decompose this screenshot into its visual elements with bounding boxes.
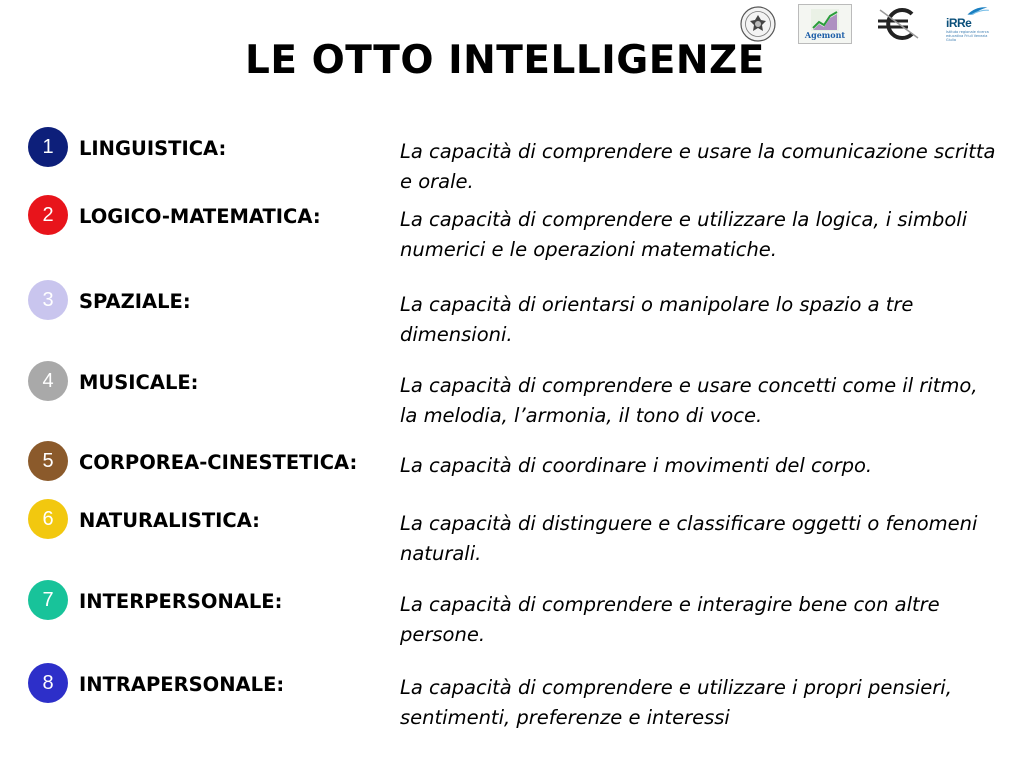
- intelligence-item: [28, 280, 1008, 344]
- intelligence-item: [28, 361, 1008, 425]
- number-badge: 2: [28, 195, 68, 235]
- number-badge: 1: [28, 127, 68, 167]
- intelligence-item: [28, 663, 1008, 727]
- number-badge: 4: [28, 361, 68, 401]
- agemont-logo-text: Agemont: [804, 30, 846, 40]
- irre-logo-caption: Istituto regionale ricerca educativa Friuli Venezia Giulia: [946, 30, 989, 42]
- intelligence-item: [28, 441, 1008, 505]
- slide-title: LE OTTO INTELLIGENZE: [245, 38, 765, 83]
- irre-logo: [946, 6, 998, 42]
- intelligence-name: SPAZIALE:: [79, 290, 191, 313]
- intelligence-description: La capacità di comprendere e usare concetti come il ritmo, la melodia, l’armonia, il tono di voce.: [400, 374, 978, 427]
- number-badge: 6: [28, 499, 68, 539]
- intelligence-description: La capacità di comprendere e usare la comunicazione scritta e orale.: [400, 140, 996, 193]
- intelligence-description: La capacità di distinguere e classificare oggetti o fenomeni naturali.: [400, 512, 978, 565]
- euro-symbol-logo: [874, 6, 924, 42]
- intelligence-description: La capacità di comprendere e utilizzare i propri pensieri, sentimenti, preferenze e interessi: [400, 676, 952, 729]
- intelligence-description: La capacità di comprendere e utilizzare la logica, i simboli numerici e le operazioni matematiche.: [400, 208, 968, 261]
- intelligence-description: La capacità di comprendere e interagire bene con altre persone.: [400, 593, 940, 646]
- intelligence-name: NATURALISTICA:: [79, 509, 260, 532]
- intelligence-name: CORPOREA-CINESTETICA:: [79, 451, 358, 474]
- number-badge: 3: [28, 280, 68, 320]
- number-badge: 8: [28, 663, 68, 703]
- irre-logo-name: iRRe: [946, 16, 972, 30]
- intelligence-description: La capacità di orientarsi o manipolare lo spazio a tre dimensioni.: [400, 293, 914, 346]
- intelligence-item: [28, 499, 1008, 563]
- intelligence-name: INTRAPERSONALE:: [79, 673, 285, 696]
- number-badge: 7: [28, 580, 68, 620]
- intelligence-item: [28, 127, 1008, 191]
- intelligence-name: MUSICALE:: [79, 371, 199, 394]
- intelligence-name: INTERPERSONALE:: [79, 590, 283, 613]
- number-badge: 5: [28, 441, 68, 481]
- intelligence-item: [28, 195, 1008, 259]
- intelligence-item: [28, 580, 1008, 644]
- intelligence-name: LOGICO-MATEMATICA:: [79, 205, 321, 228]
- university-seal-logo: [740, 6, 776, 42]
- intelligence-name: LINGUISTICA:: [79, 137, 227, 160]
- intelligence-description: La capacità di coordinare i movimenti del corpo.: [400, 454, 873, 477]
